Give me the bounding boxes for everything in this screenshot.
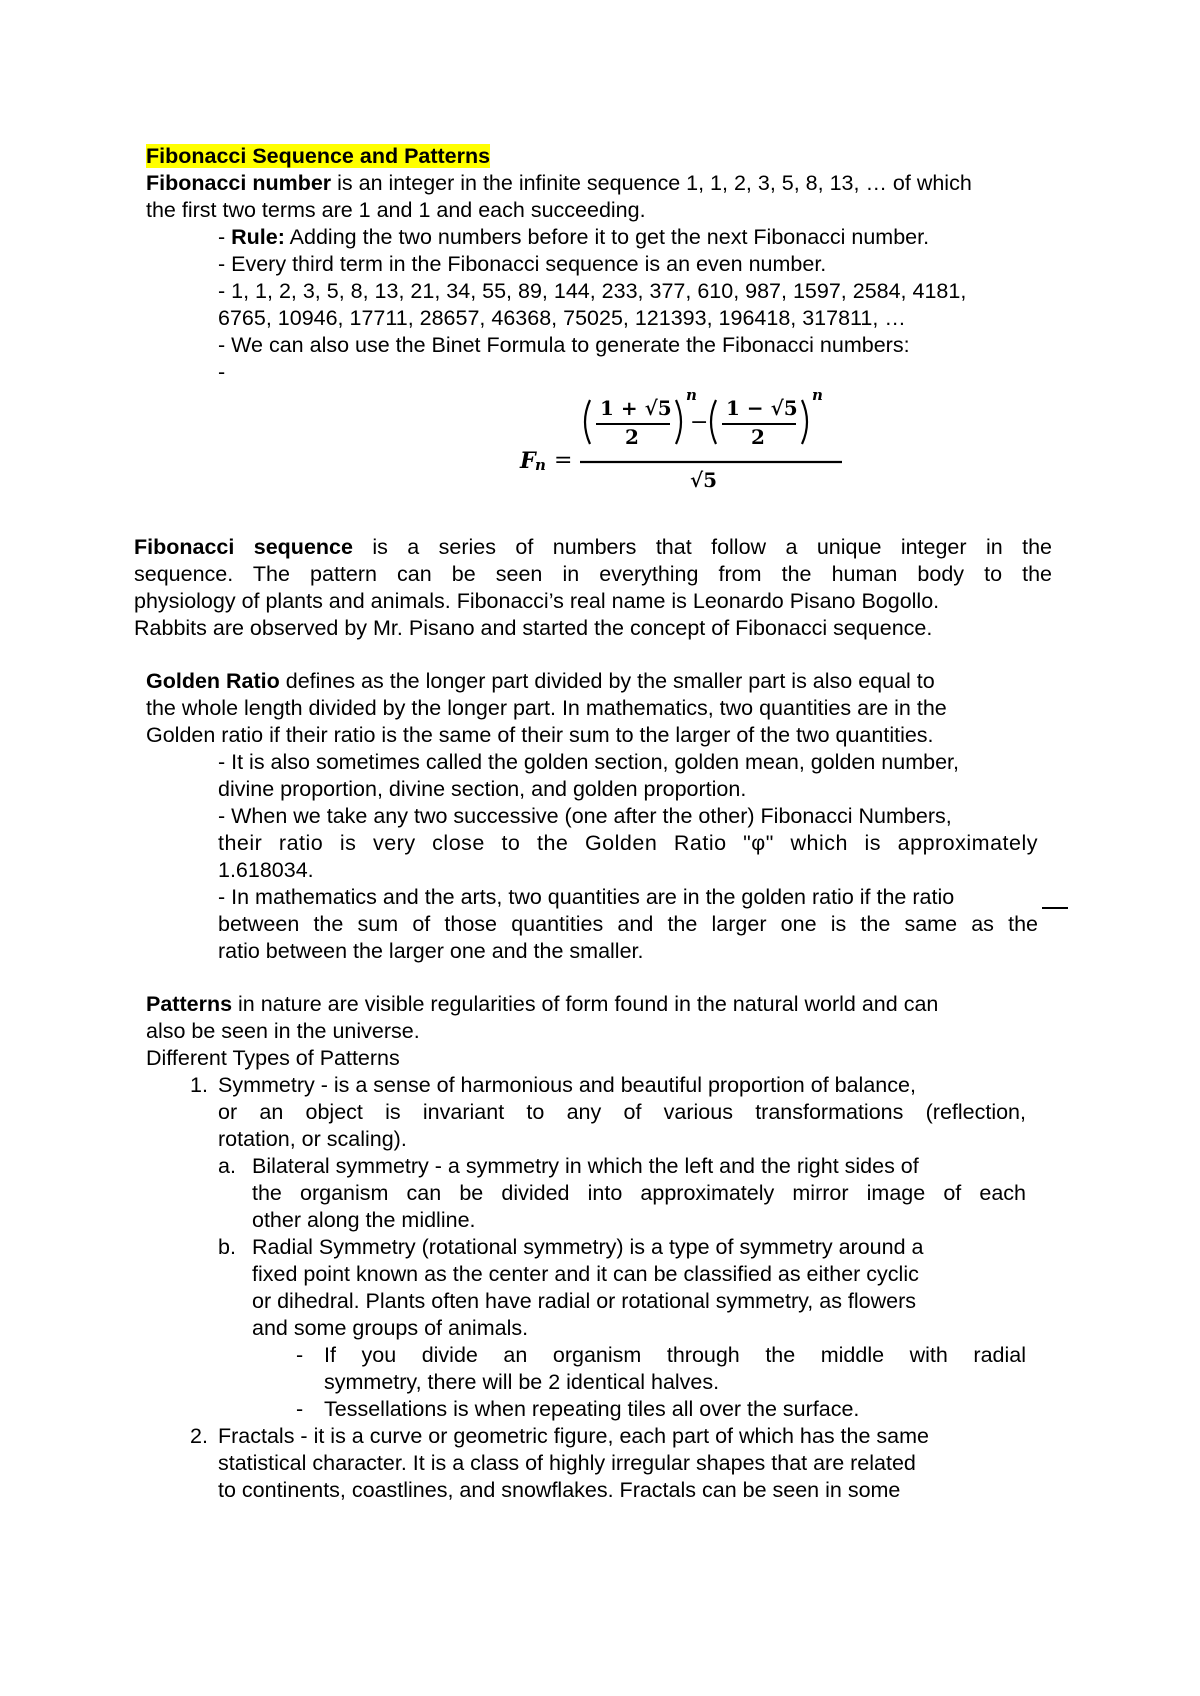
fib-sequence-text1: is a series of numbers that follow a unique integer in the — [352, 535, 1052, 559]
patterns-line1 — [146, 991, 938, 1018]
formula-two-left: 2 — [625, 425, 639, 449]
empty-dash-bullet: - — [218, 360, 226, 384]
sub-bullet1-dash: - — [296, 1343, 304, 1367]
pattern-types-heading: Different Types of Patterns — [146, 1046, 400, 1070]
fib-sequence-term: Fibonacci sequence — [134, 535, 353, 559]
fib-sequence-line4: Rabbits are observed by Mr. Pisano and started the concept of Fibonacci sequence. — [134, 616, 933, 640]
right-paren-open — [711, 400, 716, 444]
formula-numerator-right: 1 − √5 — [726, 396, 798, 420]
rule-text: Adding the two numbers before it to get the next Fibonacci number. — [284, 225, 930, 249]
formula-exponent-left: n — [686, 386, 697, 404]
golden-ratio-text1: defines as the longer part divided by the smaller part is also equal to — [279, 669, 935, 693]
sub-bullet1-line2: symmetry, there will be 2 identical halves. — [324, 1370, 720, 1394]
golden-ratio-line3: Golden ratio if their ratio is the same of their sum to the larger of the two quantities. — [146, 723, 934, 747]
item-b-line2: fixed point known as the center and it can be classified as either cyclic — [252, 1262, 919, 1286]
left-paren-close — [676, 400, 681, 444]
golden-bullet3-line3: ratio between the larger one and the smaller. — [218, 939, 644, 963]
item-b-line3: or dihedral. Plants often have radial or rotational symmetry, as flowers — [252, 1289, 917, 1313]
golden-bullet3-line2: between the sum of those quantities and the larger one is the same as the — [218, 912, 1038, 936]
fib-number-def-text: is an integer in the infinite sequence 1, 1, 2, 3, 5, 8, 13, … of which — [331, 171, 972, 195]
golden-bullet1-line2: divine proportion, divine section, and golden proportion. — [218, 777, 747, 801]
formula-two-right: 2 — [751, 425, 765, 449]
item1-line3: rotation, or scaling). — [218, 1127, 407, 1151]
right-paren-close — [802, 400, 807, 444]
rule-bullet — [218, 224, 929, 251]
item-b-line1: Radial Symmetry (rotational symmetry) is a type of symmetry around a — [252, 1235, 924, 1259]
item-b-line4: and some groups of animals. — [252, 1316, 529, 1340]
golden-bullet3-line1: - In mathematics and the arts, two quantities are in the golden ratio if the ratio — [218, 885, 955, 909]
formula-equals: = — [554, 448, 573, 473]
sub-bullet2-line1: Tessellations is when repeating tiles all over the surface. — [324, 1397, 860, 1421]
formula-numerator-left: 1 + √5 — [600, 396, 672, 420]
formula-lhs: F — [520, 448, 536, 474]
sequence-line1: - 1, 1, 2, 3, 5, 8, 13, 21, 34, 55, 89, 144, 233, 377, 610, 987, 1597, 2584, 4181, — [218, 279, 967, 303]
item-a-line2: the organism can be divided into approximately mirror image of each — [252, 1181, 1026, 1205]
fib-number-def-line2: the first two terms are 1 and 1 and each succeeding. — [146, 198, 646, 222]
fib-sequence-line2: sequence. The pattern can be seen in everything from the human body to the — [134, 562, 1052, 586]
fib-number-term: Fibonacci number — [146, 171, 332, 195]
formula-lhs-subscript: n — [535, 456, 546, 474]
golden-bullet1-line1: - It is also sometimes called the golden section, golden mean, golden number, — [218, 750, 959, 774]
golden-ratio-line2: the whole length divided by the longer part. In mathematics, two quantities are in the — [146, 696, 947, 720]
item2-number: 2. — [190, 1424, 208, 1448]
item1-line1: Symmetry - is a sense of harmonious and beautiful proportion of balance, — [218, 1073, 916, 1097]
golden-bullet2-line1: - When we take any two successive (one after the other) Fibonacci Numbers, — [218, 804, 952, 828]
sequence-line2: 6765, 10946, 17711, 28657, 46368, 75025, 121393, 196418, 317811, … — [218, 306, 906, 330]
patterns-text1: in nature are visible regularities of form found in the natural world and can — [232, 992, 939, 1016]
item-a-line1: Bilateral symmetry - a symmetry in which the left and the right sides of — [252, 1154, 919, 1178]
left-paren-open — [585, 400, 590, 444]
binet-intro-bullet: - We can also use the Binet Formula to generate the Fibonacci numbers: — [218, 333, 910, 357]
document-title — [146, 143, 490, 170]
formula-exponent-right: n — [812, 386, 823, 404]
item1-number: 1. — [190, 1073, 208, 1097]
item2-line2: statistical character. It is a class of highly irregular shapes that are related — [218, 1451, 916, 1475]
sub-bullet2-dash: - — [296, 1397, 304, 1421]
patterns-term: Patterns — [146, 992, 233, 1016]
rule-term: Rule: — [231, 225, 285, 249]
sub-bullet1-line1: If you divide an organism through the middle with radial — [324, 1343, 1026, 1367]
golden-ratio-term: Golden Ratio — [146, 669, 280, 693]
fib-number-def-line1 — [146, 170, 972, 197]
formula-denominator: √5 — [690, 468, 718, 492]
golden-bullet2-line2: their ratio is very close to the Golden Ratio "φ" which is approximately — [218, 831, 1038, 855]
item-a-line3: other along the midline. — [252, 1208, 476, 1232]
even-term-bullet: - Every third term in the Fibonacci sequence is an even number. — [218, 252, 827, 276]
rule-dash: - — [218, 225, 232, 249]
item-a-label: a. — [218, 1154, 236, 1178]
patterns-line2: also be seen in the universe. — [146, 1019, 420, 1043]
tracked-change-marker — [1042, 907, 1068, 909]
fib-sequence-line3: physiology of plants and animals. Fibonacci’s real name is Leonardo Pisano Bogollo. — [134, 589, 940, 613]
golden-bullet2-line3: 1.618034. — [218, 858, 314, 882]
fib-sequence-line1 — [134, 534, 1052, 561]
item-b-label: b. — [218, 1235, 236, 1259]
title-highlight: Fibonacci Sequence and Patterns — [146, 144, 491, 168]
item2-line1: Fractals - it is a curve or geometric figure, each part of which has the same — [218, 1424, 929, 1448]
formula-minus: − — [690, 410, 709, 435]
item2-line3: to continents, coastlines, and snowflakes. Fractals can be seen in some — [218, 1478, 901, 1502]
binet-formula — [520, 386, 850, 512]
golden-ratio-line1 — [146, 668, 935, 695]
item1-line2: or an object is invariant to any of various transformations (reflection, — [218, 1100, 1026, 1124]
